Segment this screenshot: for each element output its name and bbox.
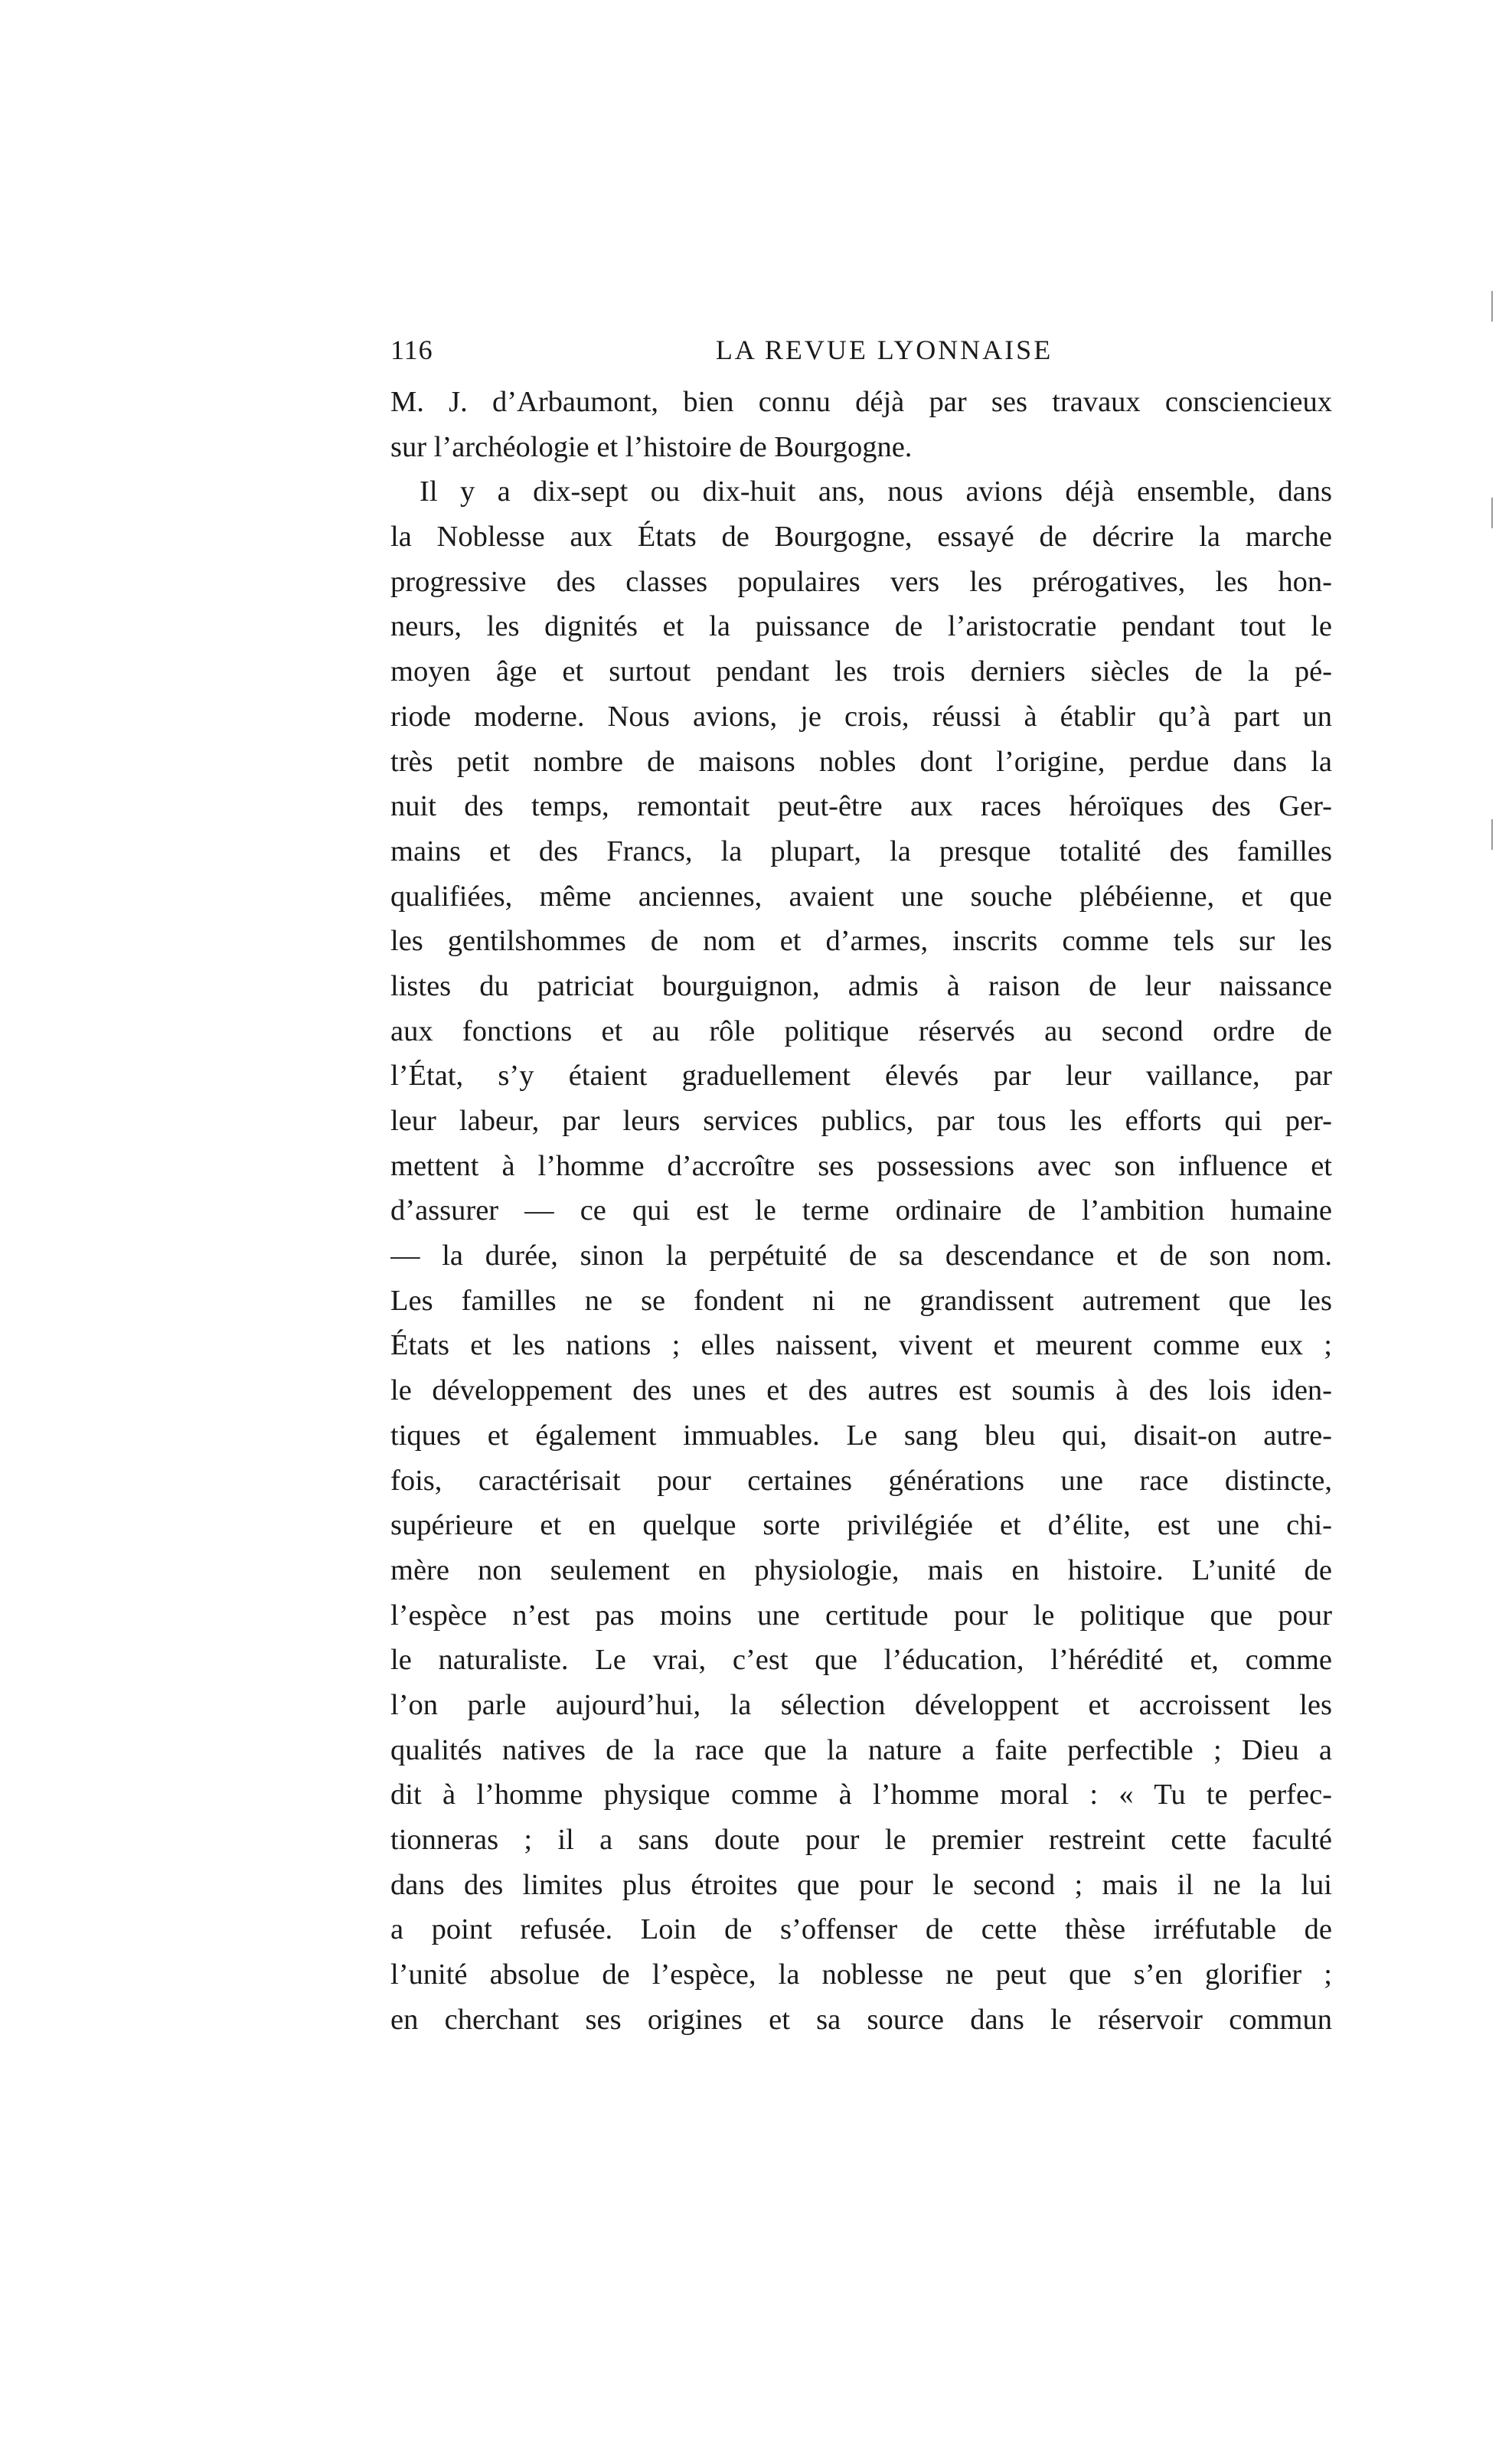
- text-line: M. J. d’Arbaumont, bien connu déjà par ses travaux consciencieux: [390, 386, 1332, 418]
- text-line: l’unité absolue de l’espèce, la noblesse ne peut que s’en glorifier ;: [390, 1958, 1332, 1991]
- text-line: a point refusée. Loin de s’offenser de cette thèse irréfutable de: [390, 1913, 1332, 1946]
- text-line: d’assurer — ce qui est le terme ordinaire de l’ambition humaine: [390, 1194, 1332, 1227]
- text-line: dit à l’homme physique comme à l’homme moral : « Tu te perfec-: [390, 1779, 1332, 1811]
- text-line: aux fonctions et au rôle politique réservés au second ordre de: [390, 1014, 1332, 1047]
- text-line: mettent à l’homme d’accroître ses possessions avec son influence et: [390, 1149, 1332, 1182]
- text-line: tionneras ; il a sans doute pour le premier restreint cette faculté: [390, 1824, 1332, 1856]
- text-line: fois, caractérisait pour certaines générations une race distincte,: [390, 1464, 1332, 1497]
- text-line: sur l’archéologie et l’histoire de Bourgogne.: [390, 430, 913, 463]
- text-line: neurs, les dignités et la puissance de l’aristocratie pendant tout le: [390, 610, 1332, 643]
- text-line: nuit des temps, remontait peut-être aux races héroïques des Ger-: [390, 790, 1332, 823]
- text-line: riode moderne. Nous avions, je crois, réussi à établir qu’à part un: [390, 700, 1332, 733]
- text-line: en cherchant ses origines et sa source dans le réservoir commun: [390, 2003, 1332, 2036]
- text-line: qualités natives de la race que la nature a faite perfectible ; Dieu a: [390, 1733, 1332, 1766]
- text-line: qualifiées, même anciennes, avaient une souche plébéienne, et que: [390, 880, 1332, 913]
- text-line: supérieure et en quelque sorte privilégiée et d’élite, est une chi-: [390, 1509, 1332, 1542]
- page: [390, 334, 1332, 2042]
- text-line: l’on parle aujourd’hui, la sélection développent et accroissent les: [390, 1688, 1332, 1721]
- text-line: les gentilshommes de nom et d’armes, inscrits comme tels sur les: [390, 925, 1332, 958]
- text-line: États et les nations ; elles naissent, vivent et meurent comme eux ;: [390, 1329, 1332, 1362]
- scan-margin-mark-lower: [1491, 819, 1493, 850]
- text-line: moyen âge et surtout pendant les trois derniers siècles de la pé-: [390, 655, 1332, 688]
- scan-margin-mark-top: [1491, 291, 1493, 322]
- text-line: l’État, s’y étaient graduellement élevés par leur vaillance, par: [390, 1060, 1332, 1093]
- text-line: leur labeur, par leurs services publics, par tous les efforts qui per-: [390, 1105, 1332, 1137]
- scan-margin-mark-middle: [1491, 498, 1493, 528]
- text-line: — la durée, sinon la perpétuité de sa descendance et de son nom.: [390, 1240, 1332, 1272]
- text-line: Les familles ne se fondent ni ne grandissent autrement que les: [390, 1284, 1332, 1317]
- text-line: l’espèce n’est pas moins une certitude pour le politique que pour: [390, 1599, 1332, 1632]
- text-line: tiques et également immuables. Le sang bleu qui, disait-on autre-: [390, 1419, 1332, 1452]
- text-line: progressive des classes populaires vers les prérogatives, les hon-: [390, 565, 1332, 598]
- text-line: mains et des Francs, la plupart, la presque totalité des familles: [390, 835, 1332, 867]
- page-number: 116: [390, 335, 433, 365]
- journal-title: LA REVUE LYONNAISE: [715, 335, 1053, 365]
- text-line: Il y a dix-sept ou dix-huit ans, nous avions déjà ensemble, dans: [420, 475, 1332, 508]
- text-line: la Noblesse aux États de Bourgogne, essayé de décrire la marche: [390, 521, 1332, 554]
- text-line: le naturaliste. Le vrai, c’est que l’éducation, l’hérédité et, comme: [390, 1644, 1332, 1677]
- text-line: listes du patriciat bourguignon, admis à raison de leur naissance: [390, 969, 1332, 1002]
- text-line: le développement des unes et des autres est soumis à des lois iden-: [390, 1374, 1332, 1407]
- text-line: dans des limites plus étroites que pour le second ; mais il ne la lui: [390, 1868, 1332, 1901]
- text-line: mère non seulement en physiologie, mais en histoire. L’unité de: [390, 1553, 1332, 1586]
- running-head: [390, 334, 1332, 380]
- text-line: très petit nombre de maisons nobles dont l’origine, perdue dans la: [390, 745, 1332, 778]
- article-body: [390, 380, 1332, 2042]
